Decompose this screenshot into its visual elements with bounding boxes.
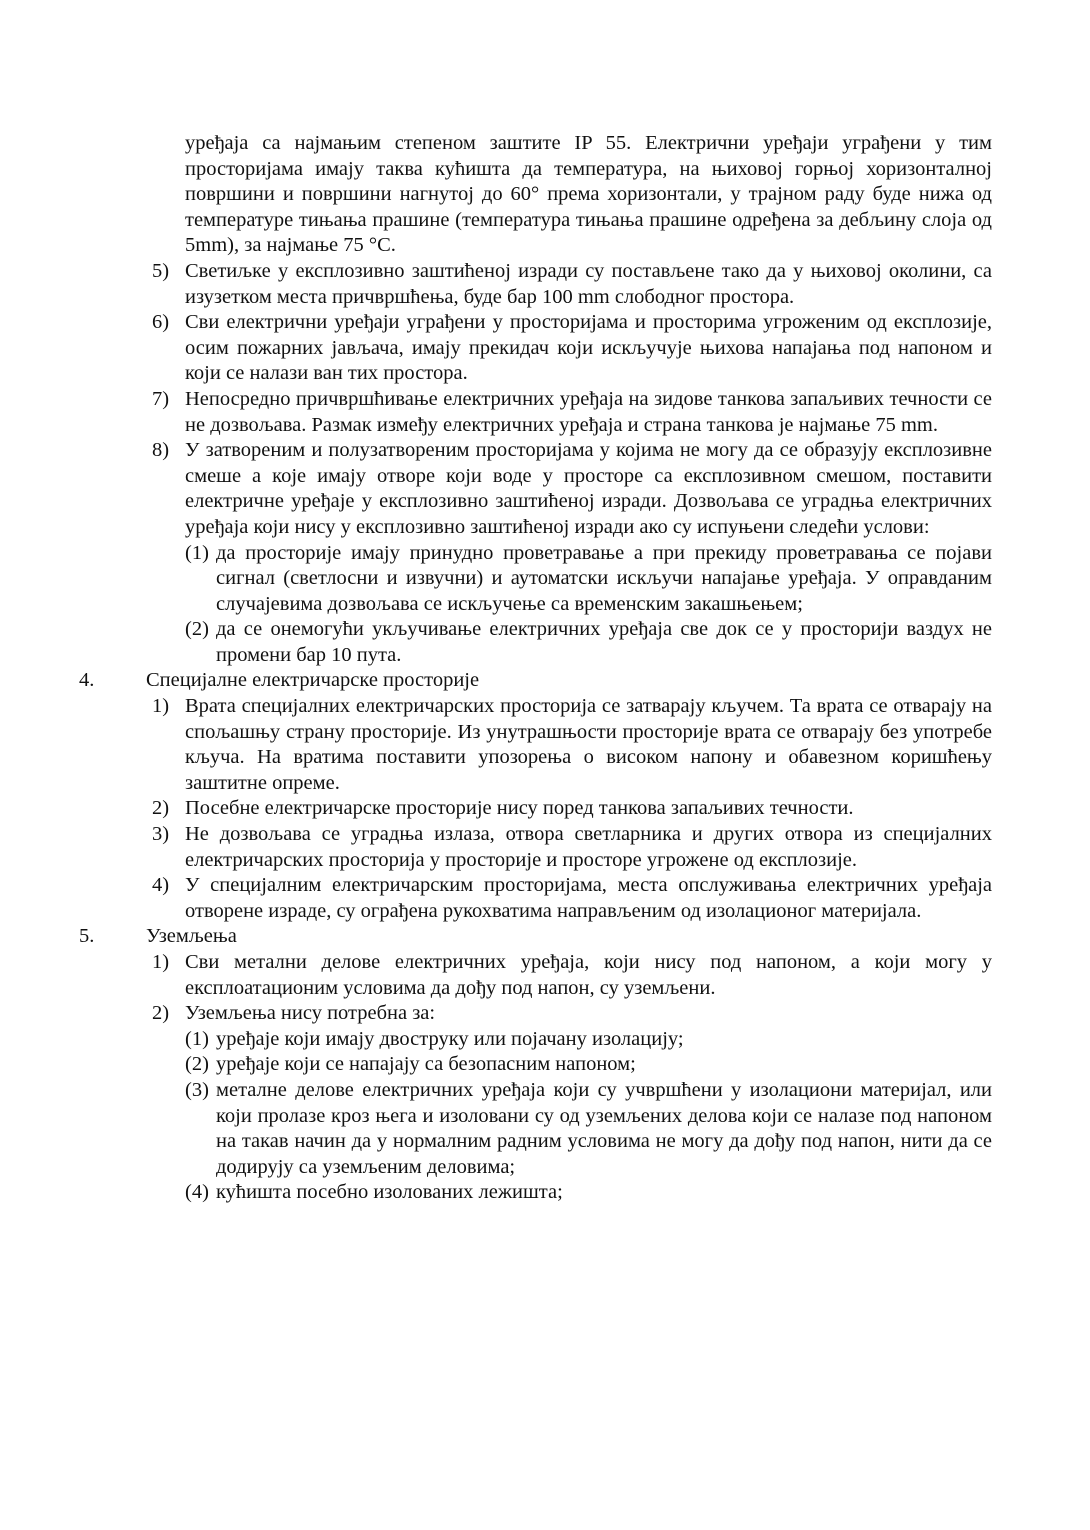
item-number: 8) <box>152 439 170 462</box>
list-item <box>0 387 1090 438</box>
item-number: 2) <box>152 797 170 820</box>
document-page <box>0 131 1090 1206</box>
section-number: 4. <box>79 669 95 692</box>
item-text: Сви метални делове електричних уређаја, који нису под напоном, а који могу у експлоатационим условима да дођу под напон, су уземљени. <box>185 951 992 999</box>
list-item <box>0 950 1090 1001</box>
sub-item-text: уређаје који имају двоструку или појачану изолацију; <box>216 1027 684 1050</box>
sub-item-number: (1) <box>185 541 209 564</box>
section-title: Уземљења <box>146 925 237 948</box>
list-item <box>0 259 1090 310</box>
item-number: 7) <box>152 387 170 410</box>
item-text: Уземљења нису потребна за: <box>185 1002 436 1025</box>
list-item <box>0 438 1090 540</box>
sub-item-text: кућишта посебно изолованих лежишта; <box>216 1181 563 1204</box>
list-item <box>0 310 1090 387</box>
sub-item-number: (1) <box>185 1027 209 1050</box>
sub-item-text: да се онемогући укључивање електричних уређаја све док се у просторији ваздух не промени бар 10 пута. <box>216 618 992 666</box>
item-text: Светиљке у експлозивно заштићеној изради су постављене тако да у њиховој околини, са изузетком места причвршћења, буде бар 100 mm слободног простора. <box>185 259 992 308</box>
sub-list-item <box>0 1027 1090 1053</box>
item-text: Не дозвољава се уградња излаза, отвора светларника и других отвора из специјалних електричарских просторија у просторије и просторе угрожене од експлозије. <box>185 823 992 871</box>
sub-item-number: (4) <box>185 1181 209 1204</box>
sub-item-number: (2) <box>185 618 209 641</box>
item-text: У затвореним и полузатвореним просторијама у којима не могу да се образују експлозивне смеше а које имају отворе који воде у просторе са експлозивном смешом, поставити електричне уређаје у експлозивно заштићеној изради. Дозвољава се уградња електричних уређаја који нису у експлозивно заштићеној изради ако су испуњени следећи услови: <box>185 439 992 538</box>
item-number: 1) <box>152 695 170 718</box>
section-title: Специјалне електричарске просторије <box>146 669 480 692</box>
item-number: 4) <box>152 874 170 897</box>
sub-item-text: уређаје који се напајају са безопасним напоном; <box>216 1053 636 1076</box>
item-number: 2) <box>152 1002 170 1025</box>
sub-item-number: (2) <box>185 1053 209 1076</box>
item-number: 3) <box>152 823 170 846</box>
sub-item-number: (3) <box>185 1078 209 1101</box>
paragraph-continuation <box>0 131 1090 259</box>
sub-list-item <box>0 1052 1090 1078</box>
section-number: 5. <box>79 925 95 948</box>
section-heading <box>0 924 1090 950</box>
paragraph-text: уређаја са најмањим степеном заштите IP 55. Електрични уређаји уграђени у тим просторијама имају таква кућишта да температура, на њиховој горњој хоризонталној површини и површини нагнутој до 60° према хоризонтали, у трајном раду буде нижа од температуре тињања прашине (температура тињања прашине одређена за дебљину слоја од 5mm), за најмање 75 °C. <box>185 132 992 257</box>
sub-list-item <box>0 1078 1090 1180</box>
item-number: 1) <box>152 951 170 973</box>
sub-item-text: металне делове електричних уређаја који су учвршћени у изолациони материјал, или који пролазе кроз њега и изоловани су од уземљених делова који се налазе под напоном на такав начин да у нормалним радним условима не могу да дођу под напон, нити да се додирују са уземљеним деловима; <box>216 1078 992 1178</box>
list-item <box>0 796 1090 822</box>
sub-list-item <box>0 1180 1090 1206</box>
list-item <box>0 694 1090 796</box>
list-item <box>0 873 1090 924</box>
item-number: 5) <box>152 259 170 282</box>
item-text: Непосредно причвршћивање електричних уређаја на зидове танкова запаљивих течности се не дозвољава. Размак између електричних уређаја и страна танкова је најмање 75 mm. <box>185 387 992 436</box>
sub-list-item <box>0 617 1090 668</box>
item-text: У специјалним електричарским просторијама, места опслуживања електричних уређаја отворене израде, су ограђена рукохватима направљеним од изолационог материјала. <box>185 874 992 922</box>
item-text: Врата специјалних електричарских просторија се затварају кључем. Та врата се отварају на спољашњу страну просторије. Из унутрашњости просторије врата се отварају без употребе кључа. На вратима поставити упозорења о високом напону и обавезном коришћењу заштитне опреме. <box>185 695 992 794</box>
sub-list-item <box>0 541 1090 618</box>
section-heading <box>0 668 1090 694</box>
item-text: Посебне електричарске просторије нису поред танкова запаљивих течности. <box>185 797 854 820</box>
item-text: Сви електрични уређаји уграђени у просторијама и просторима угроженим од експлозије, осим пожарних јављача, имају прекидач који искључује њихова напајања под напоном и који се налази ван тих простора. <box>185 311 992 385</box>
sub-item-text: да просторије имају принудно проветравање а при прекиду проветравања се појави сигнал (светлосни и извучни) и аутоматски искључи напајање уређаја. У оправданим случајевима дозвољава се искључење са временским закашњењем; <box>216 541 992 615</box>
list-item <box>0 822 1090 873</box>
item-number: 6) <box>152 311 170 334</box>
list-item <box>0 1001 1090 1027</box>
